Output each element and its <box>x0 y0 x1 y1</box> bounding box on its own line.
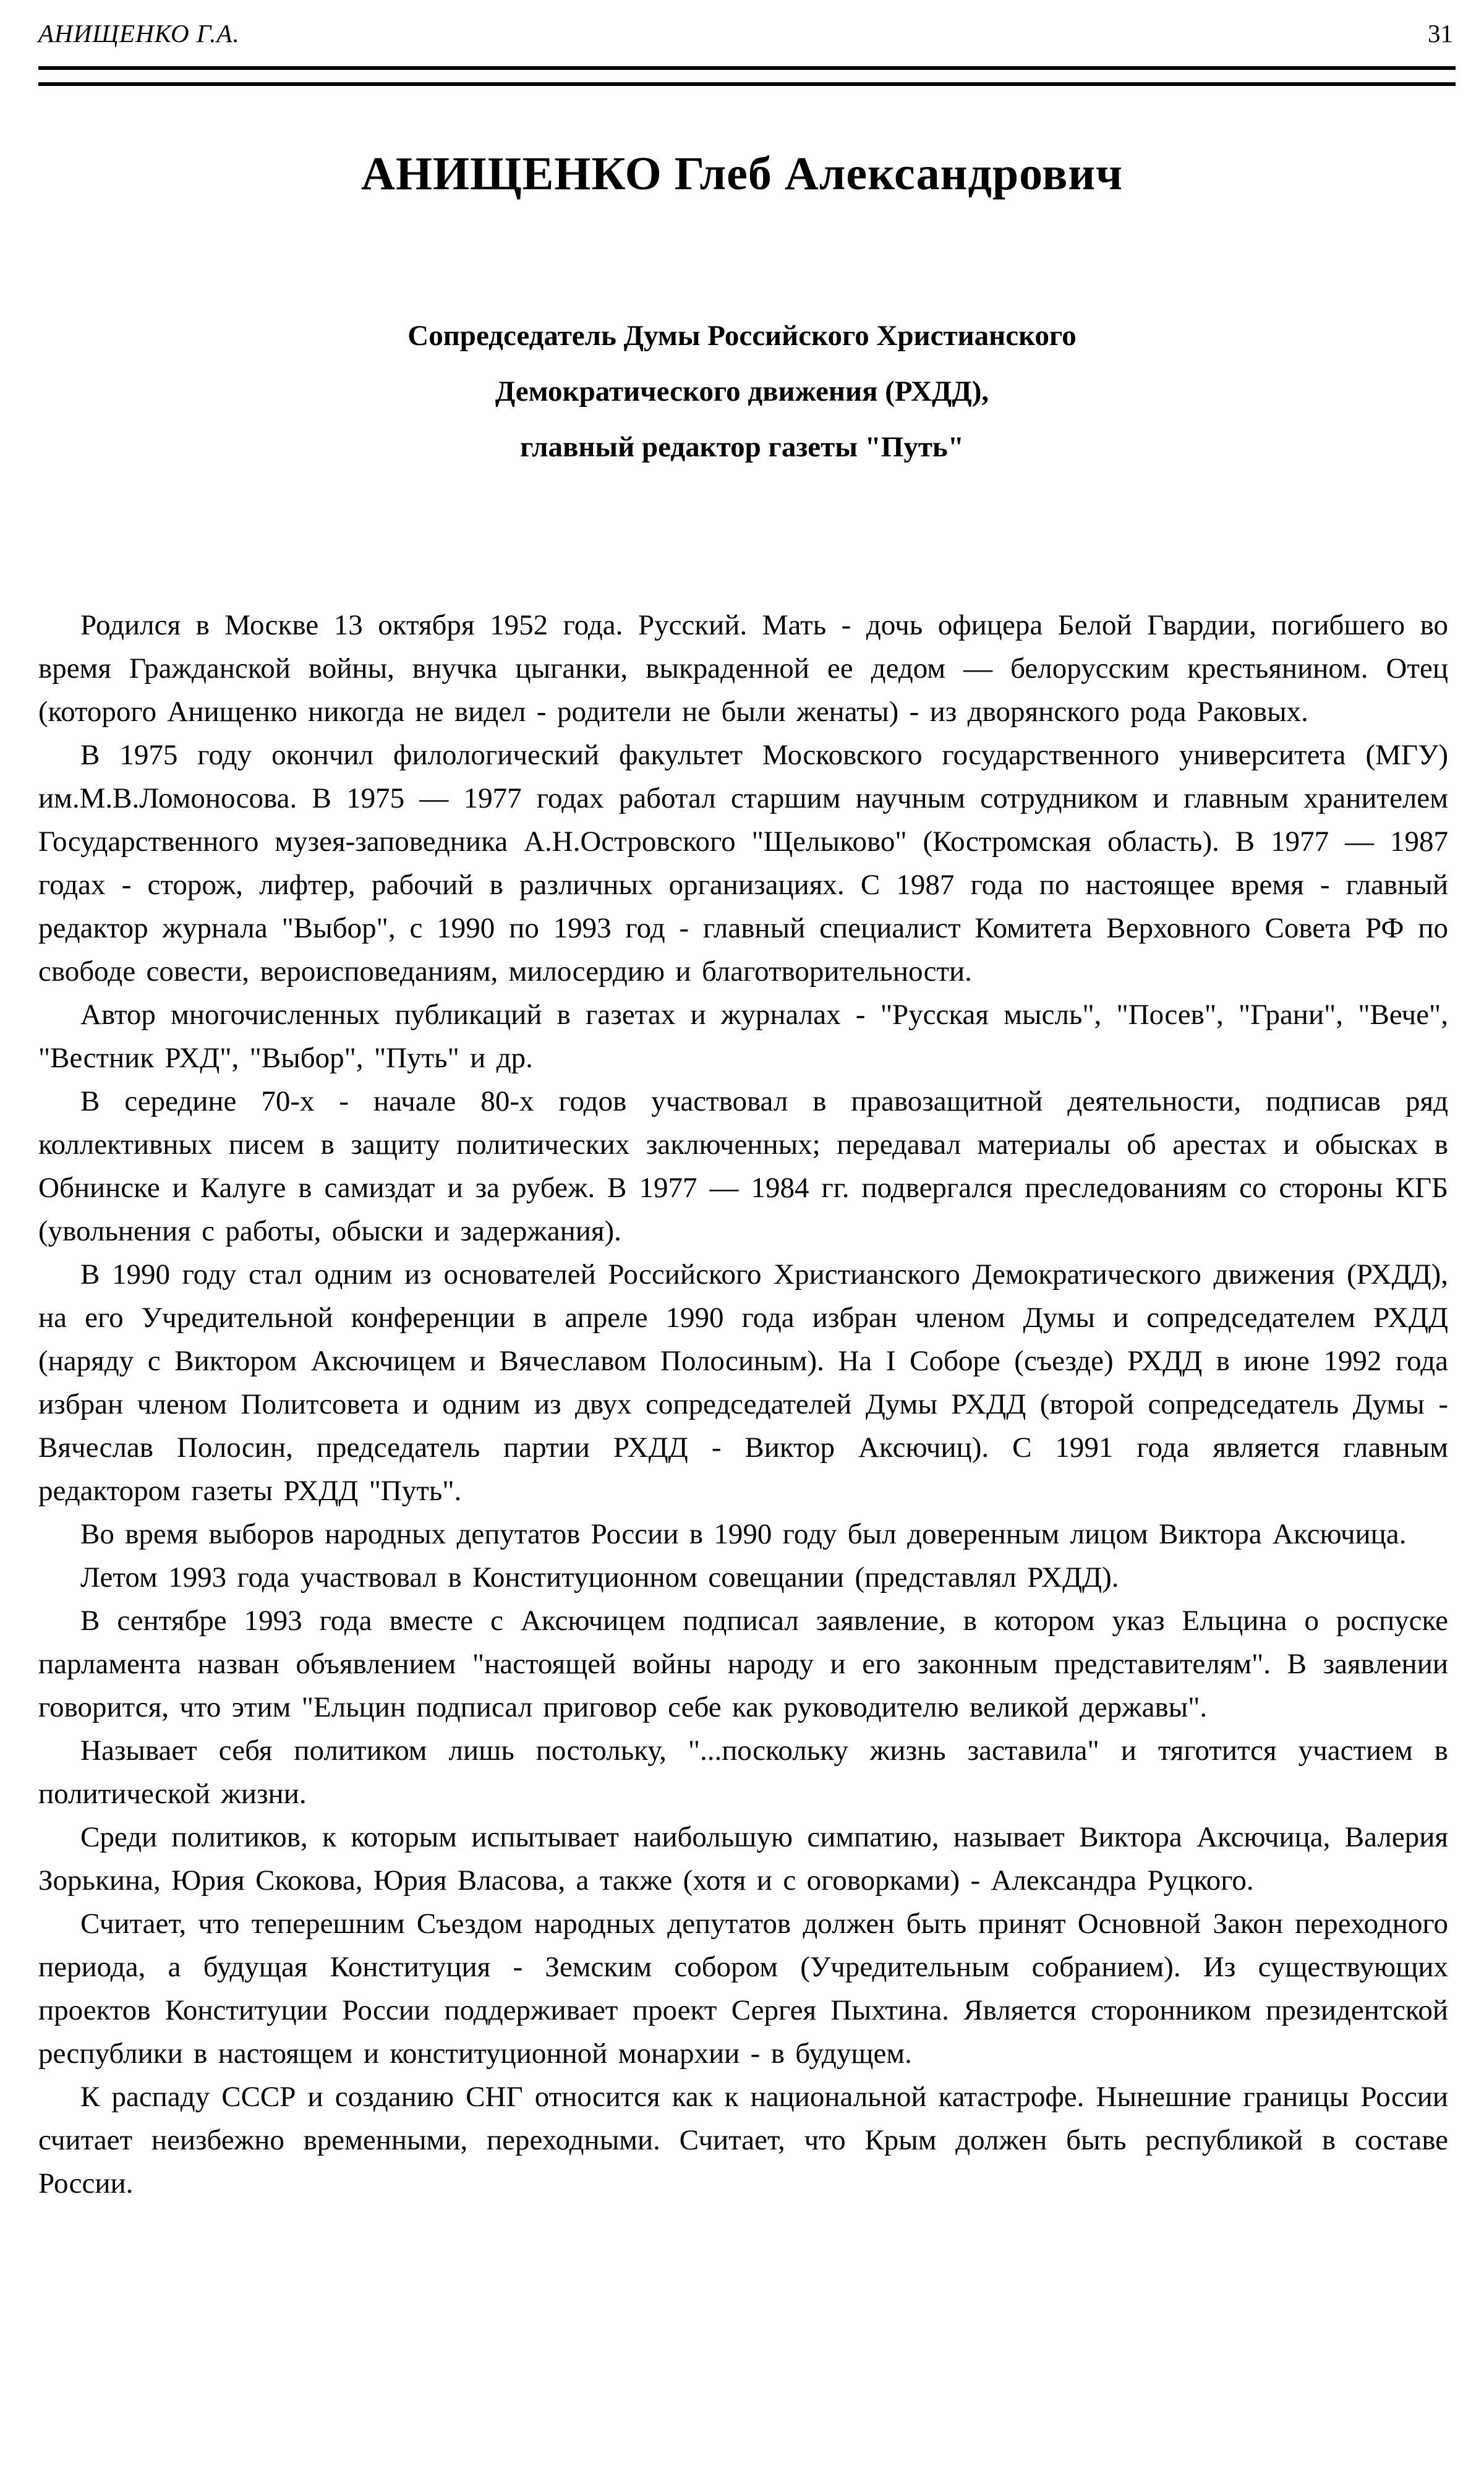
running-header <box>38 19 1453 48</box>
bio-paragraph: Считает, что теперешним Съездом народных депутатов должен быть принят Основной Закон переходного периода, а будущая Конституция - Земским собором (Учредительным собранием). Из существующих проектов Конституции России поддерживает проект Сергея Пыхтина. Является сторонником президентской республики в настоящем и конституционной монархии - в будущем. <box>38 1908 1448 2070</box>
subtitle-line: Демократического движения (РХДД), <box>495 375 989 408</box>
subtitle-line: главный редактор газеты "Путь" <box>520 431 964 463</box>
page-number: 31 <box>1428 19 1453 48</box>
subtitle-block <box>0 308 1484 475</box>
subtitle-line: Сопредседатель Думы Российского Христианского <box>407 320 1077 352</box>
bio-paragraph: К распаду СССР и созданию СНГ относится как к национальной катастрофе. Нынешние границы России считает неизбежно временными, переходными. Считает, что Крым должен быть республикой в составе России. <box>38 2081 1448 2200</box>
bio-paragraph: Родился в Москве 13 октября 1952 года. Русский. Мать - дочь офицера Белой Гвардии, погибшего во время Гражданской войны, внучка цыганки, выкраденной ее дедом — белорусским крестьянином. Отец (которого Анищенко никогда не видел - родители не были женаты) - из дворянского рода Раковых. <box>38 609 1448 728</box>
bio-paragraph: Автор многочисленных публикаций в газетах и журналах - "Русская мысль", "Посев", "Грани", "Вече", "Вестник РХД", "Выбор", "Путь" и др. <box>38 999 1448 1074</box>
bio-paragraph: В сентябре 1993 года вместе с Аксючицем подписал заявление, в котором указ Ельцина о роспуске парламента назван объявлением "настоящей войны народу и его законным представителям". В заявлении говорится, что этим "Ельцин подписал приговор себе как руководителю великой державы". <box>38 1605 1448 1723</box>
page-title: АНИЩЕНКО Глеб Александрович <box>361 148 1123 200</box>
bio-paragraph: Называет себя политиком лишь постольку, "...поскольку жизнь заставила" и тяготится участием в политической жизни. <box>38 1735 1448 1810</box>
double-rule-divider <box>38 66 1456 86</box>
bio-paragraph: Среди политиков, к которым испытывает наибольшую симпатию, называет Виктора Аксючица, Валерия Зорькина, Юрия Скокова, Юрия Власова, а также (хотя и с оговорками) - Александра Руцкого. <box>38 1821 1448 1897</box>
running-header-title: АНИЩЕНКО Г.А. <box>38 19 240 48</box>
bio-paragraph: Во время выборов народных депутатов России в 1990 году был доверенным лицом Виктора Аксючица. <box>80 1518 1407 1550</box>
bio-paragraph: Летом 1993 года участвовал в Конституционном совещании (представлял РХДД). <box>80 1561 1119 1594</box>
bio-paragraph: В 1975 году окончил филологический факультет Московского государственного университета (МГУ) им.М.В.Ломоносова. В 1975 — 1977 годах работал старшим научным сотрудником и главным хранителем Государственного музея-заповедника А.Н.Островского "Щелыково" (Костромская область). В 1977 — 1987 годах - сторож, лифтер, рабочий в различных организациях. С 1987 года по настоящее время - главный редактор журнала "Выбор", с 1990 по 1993 год - главный специалист Комитета Верховного Совета РФ по свободе совести, вероисповеданиям, милосердию и благотворительности. <box>38 739 1448 988</box>
biography-text <box>38 604 1448 2205</box>
bio-paragraph: В 1990 году стал одним из основателей Российского Христианского Демократического движения (РХДД), на его Учредительной конференции в апреле 1990 года избран членом Думы и сопредседателем РХДД (наряду с Виктором Аксючицем и Вячеславом Полосиным). На I Соборе (съезде) РХДД в июне 1992 года избран членом Политсовета и одним из двух сопредседателей Думы РХДД (второй сопредседатель Думы - Вячеслав Полосин, председатель партии РХДД - Виктор Аксючиц). С 1991 года является главным редактором газеты РХДД "Путь". <box>38 1258 1448 1507</box>
bio-paragraph: В середине 70-х - начале 80-х годов участвовал в правозащитной деятельности, подписав ряд коллективных писем в защиту политических заключенных; передавал материалы об арестах и обысках в Обнинске и Калуге в самиздат и за рубеж. В 1977 — 1984 гг. подвергался преследованиям со стороны КГБ (увольнения с работы, обыски и задержания). <box>38 1085 1448 1247</box>
